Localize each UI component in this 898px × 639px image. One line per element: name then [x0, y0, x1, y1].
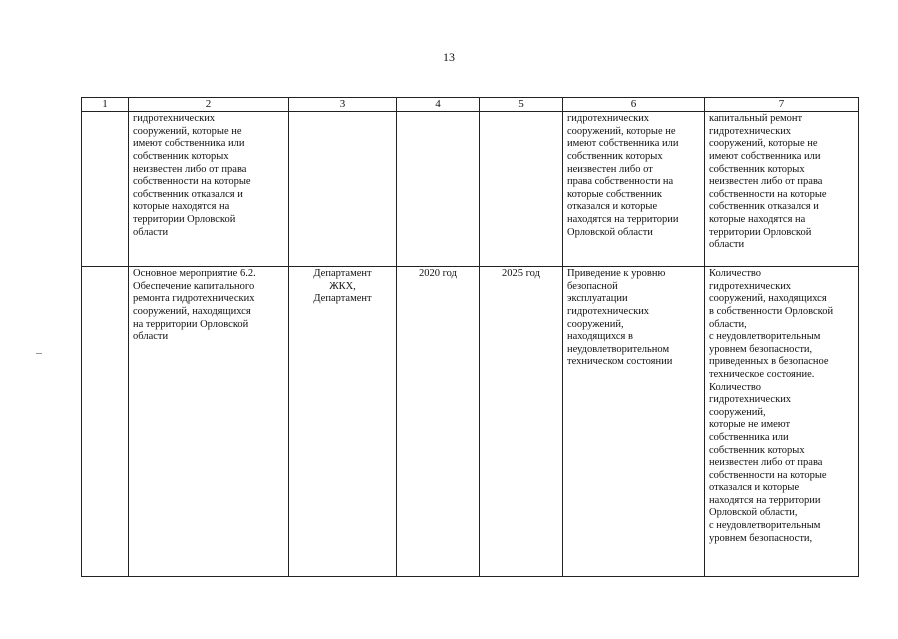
cell-end-year	[480, 112, 563, 267]
cell-responsible: Департамент ЖКХ, Департамент	[289, 267, 397, 577]
header-col-3: 3	[289, 98, 397, 112]
cell-indicator: Количество гидротехнических сооружений, находящихся в собственности Орловской области, с неудовлетворительным уровнем безопасности, приведенных в безопасное техническое состояние. Количество гидротехнических сооружений, которые не имеют собственника или собственник которых неизвестен либо от права собственности на которые отказался и которые находятся на территории Орловской области, с неудовлетворительным уровнем безопасности,	[705, 267, 859, 577]
header-col-1: 1	[82, 98, 129, 112]
table-header-row	[82, 98, 859, 112]
cell-event-name: Основное мероприятие 6.2. Обеспечение капитального ремонта гидротехнических сооружений, находящихся на территории Орловской области	[129, 267, 289, 577]
cell-indicator: капитальный ремонт гидротехнических сооружений, которые не имеют собственника или собственник которых неизвестен либо от права собственности на которые собственник отказался и которые находятся на территории Орловской области	[705, 112, 859, 267]
cell-number	[82, 112, 129, 267]
cell-number	[82, 267, 129, 577]
header-col-2: 2	[129, 98, 289, 112]
table-row	[82, 112, 859, 267]
cell-responsible	[289, 112, 397, 267]
cell-start-year	[397, 112, 480, 267]
program-table	[81, 97, 859, 577]
cell-end-year: 2025 год	[480, 267, 563, 577]
margin-mark	[36, 353, 42, 354]
header-col-6: 6	[563, 98, 705, 112]
page-number: 13	[443, 50, 455, 64]
header-col-5: 5	[480, 98, 563, 112]
cell-expected-result: гидротехнических сооружений, которые не имеют собственника или собственник которых неизвестен либо от права собственности на которые собственник отказался и которые находятся на территории Орловской области	[563, 112, 705, 267]
header-col-4: 4	[397, 98, 480, 112]
cell-start-year: 2020 год	[397, 267, 480, 577]
cell-event-name: гидротехнических сооружений, которые не имеют собственника или собственник которых неизвестен либо от права собственности на которые собственник отказался и которые находятся на территории Орловской области	[129, 112, 289, 267]
header-col-7: 7	[705, 98, 859, 112]
table-row	[82, 267, 859, 577]
cell-expected-result: Приведение к уровню безопасной эксплуатации гидротехнических сооружений, находящихся в неудовлетворительном техническом состоянии	[563, 267, 705, 577]
